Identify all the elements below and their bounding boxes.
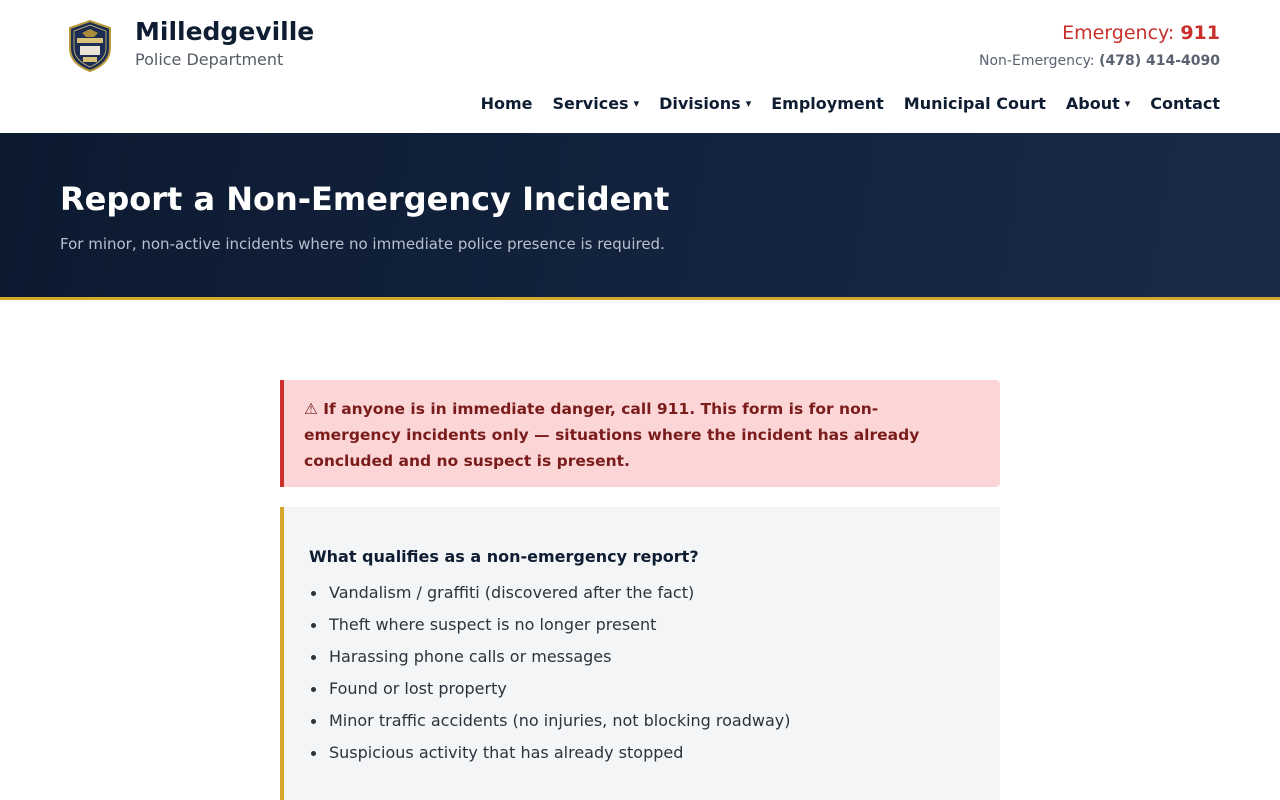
- nav-home-label: Home: [480, 94, 533, 113]
- list-item: Harassing phone calls or messages: [309, 644, 975, 676]
- list-item: Suspicious activity that has already stopped: [309, 740, 975, 772]
- info-box-title: What qualifies as a non-emergency report?: [309, 547, 699, 566]
- brand-name[interactable]: Milledgeville: [135, 17, 315, 46]
- main-nav: [481, 94, 1220, 113]
- nav-divisions-label: Divisions: [659, 94, 741, 113]
- qualifies-info-box: [280, 507, 1000, 800]
- emergency-number[interactable]: 911: [1180, 22, 1220, 44]
- nav-about-label: About: [1065, 94, 1120, 113]
- page-subtitle: For minor, non-active incidents where no immediate police presence is required.: [60, 235, 665, 253]
- qualifies-list: [309, 580, 975, 772]
- emergency-line: [1062, 22, 1220, 44]
- nav-contact-label: Contact: [1150, 94, 1220, 113]
- list-item: Vandalism / graffiti (discovered after the fact): [309, 580, 975, 612]
- emergency-label: Emergency:: [1062, 22, 1175, 44]
- nav-home[interactable]: [481, 94, 533, 113]
- police-badge-logo-icon[interactable]: [68, 20, 112, 72]
- non-emergency-label: Non-Emergency:: [979, 53, 1095, 69]
- danger-alert: [280, 380, 1000, 487]
- list-item: Found or lost property: [309, 676, 975, 708]
- brand-subtitle: Police Department: [135, 50, 284, 69]
- chevron-down-icon: ▾: [745, 97, 752, 110]
- nav-services-label: Services: [552, 94, 629, 113]
- nav-services[interactable]: [553, 94, 640, 113]
- non-emergency-number[interactable]: (478) 414-4090: [1099, 53, 1220, 69]
- site-header: [0, 0, 1280, 133]
- chevron-down-icon: ▾: [633, 97, 640, 110]
- nav-employment-label: Employment: [771, 94, 884, 113]
- danger-alert-text: ⚠ If anyone is in immediate danger, call 911. This form is for non-emergency incidents only — situations where the incident has already concluded and no suspect is present.: [304, 400, 920, 470]
- page-hero: [0, 133, 1280, 300]
- nav-about[interactable]: [1066, 94, 1130, 113]
- nav-divisions[interactable]: [659, 94, 751, 113]
- list-item: Theft where suspect is no longer present: [309, 612, 975, 644]
- nav-municipal-court[interactable]: [904, 94, 1046, 113]
- page-title: Report a Non-Emergency Incident: [60, 180, 670, 218]
- chevron-down-icon: ▾: [1124, 97, 1131, 110]
- nav-employment[interactable]: [771, 94, 884, 113]
- nav-municipal-court-label: Municipal Court: [903, 94, 1046, 113]
- list-item: Minor traffic accidents (no injuries, not blocking roadway): [309, 708, 975, 740]
- non-emergency-line: [979, 53, 1220, 69]
- nav-contact[interactable]: [1150, 94, 1220, 113]
